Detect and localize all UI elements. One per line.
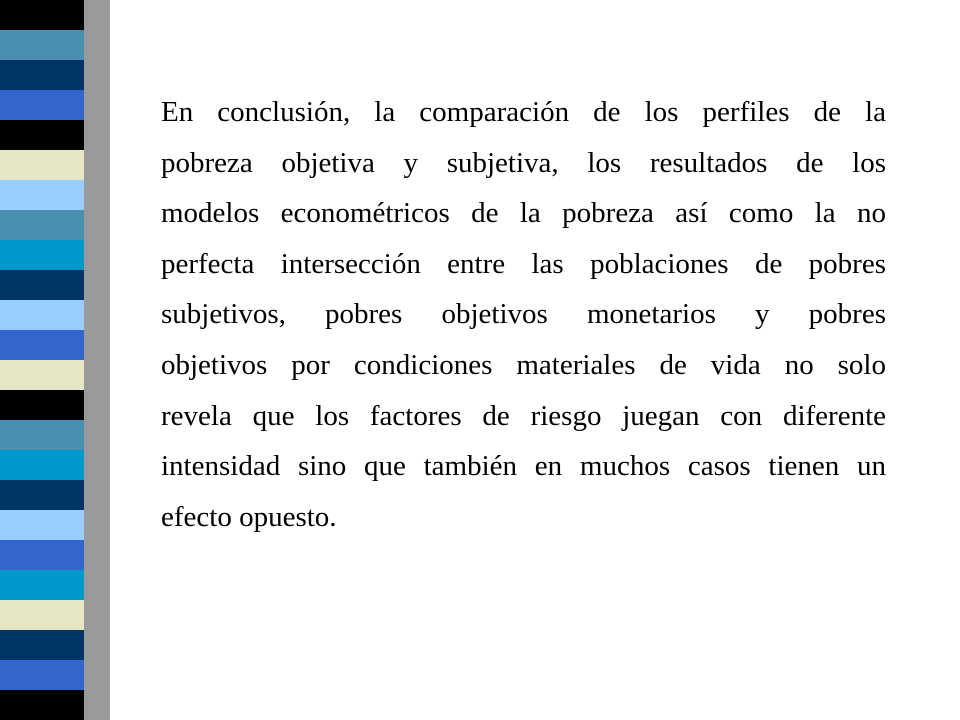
stripe-block [0, 540, 84, 571]
stripe-block [0, 90, 84, 121]
stripe-block [0, 360, 84, 391]
stripe-block [0, 420, 84, 451]
stripe-block [0, 120, 84, 151]
stripe-block [0, 330, 84, 361]
stripe-block [0, 480, 84, 511]
stripe-block [0, 270, 84, 301]
stripe-block [0, 510, 84, 541]
stripe-block [0, 300, 84, 331]
stripe-group [0, 0, 84, 720]
paragraph-line: objetivos por condiciones materiales de vida no solo [161, 348, 886, 381]
decorative-stripe-bar [0, 0, 110, 720]
paragraph-line: subjetivos, pobres objetivos monetarios y pobres [161, 298, 886, 331]
stripe-block [0, 570, 84, 601]
stripe-block [0, 150, 84, 181]
paragraph-line: pobreza objetiva y subjetiva, los resultados de los [161, 146, 886, 179]
stripe-block [0, 630, 84, 661]
paragraph-line: En conclusión, la comparación de los perfiles de la [161, 96, 886, 128]
paragraph-line: revela que los factores de riesgo juegan con diferente [161, 399, 886, 432]
stripe-block [0, 0, 84, 31]
paragraph-line: intensidad sino que también en muchos casos tienen un [161, 450, 886, 483]
paragraph-line: modelos econométricos de la pobreza así como la no [161, 197, 886, 230]
stripe-block [0, 210, 84, 241]
stripe-block [0, 450, 84, 481]
stripe-block [0, 180, 84, 211]
stripe-shadow [84, 0, 110, 720]
conclusion-paragraph [161, 87, 886, 542]
stripe-block [0, 600, 84, 631]
stripe-block [0, 390, 84, 421]
stripe-block [0, 240, 84, 271]
stripe-block [0, 660, 84, 691]
paragraph-line: perfecta intersección entre las poblaciones de pobres [161, 247, 886, 280]
stripe-block [0, 690, 84, 720]
stripe-block [0, 60, 84, 91]
stripe-block [0, 30, 84, 61]
paragraph-line: efecto opuesto. [161, 500, 337, 533]
